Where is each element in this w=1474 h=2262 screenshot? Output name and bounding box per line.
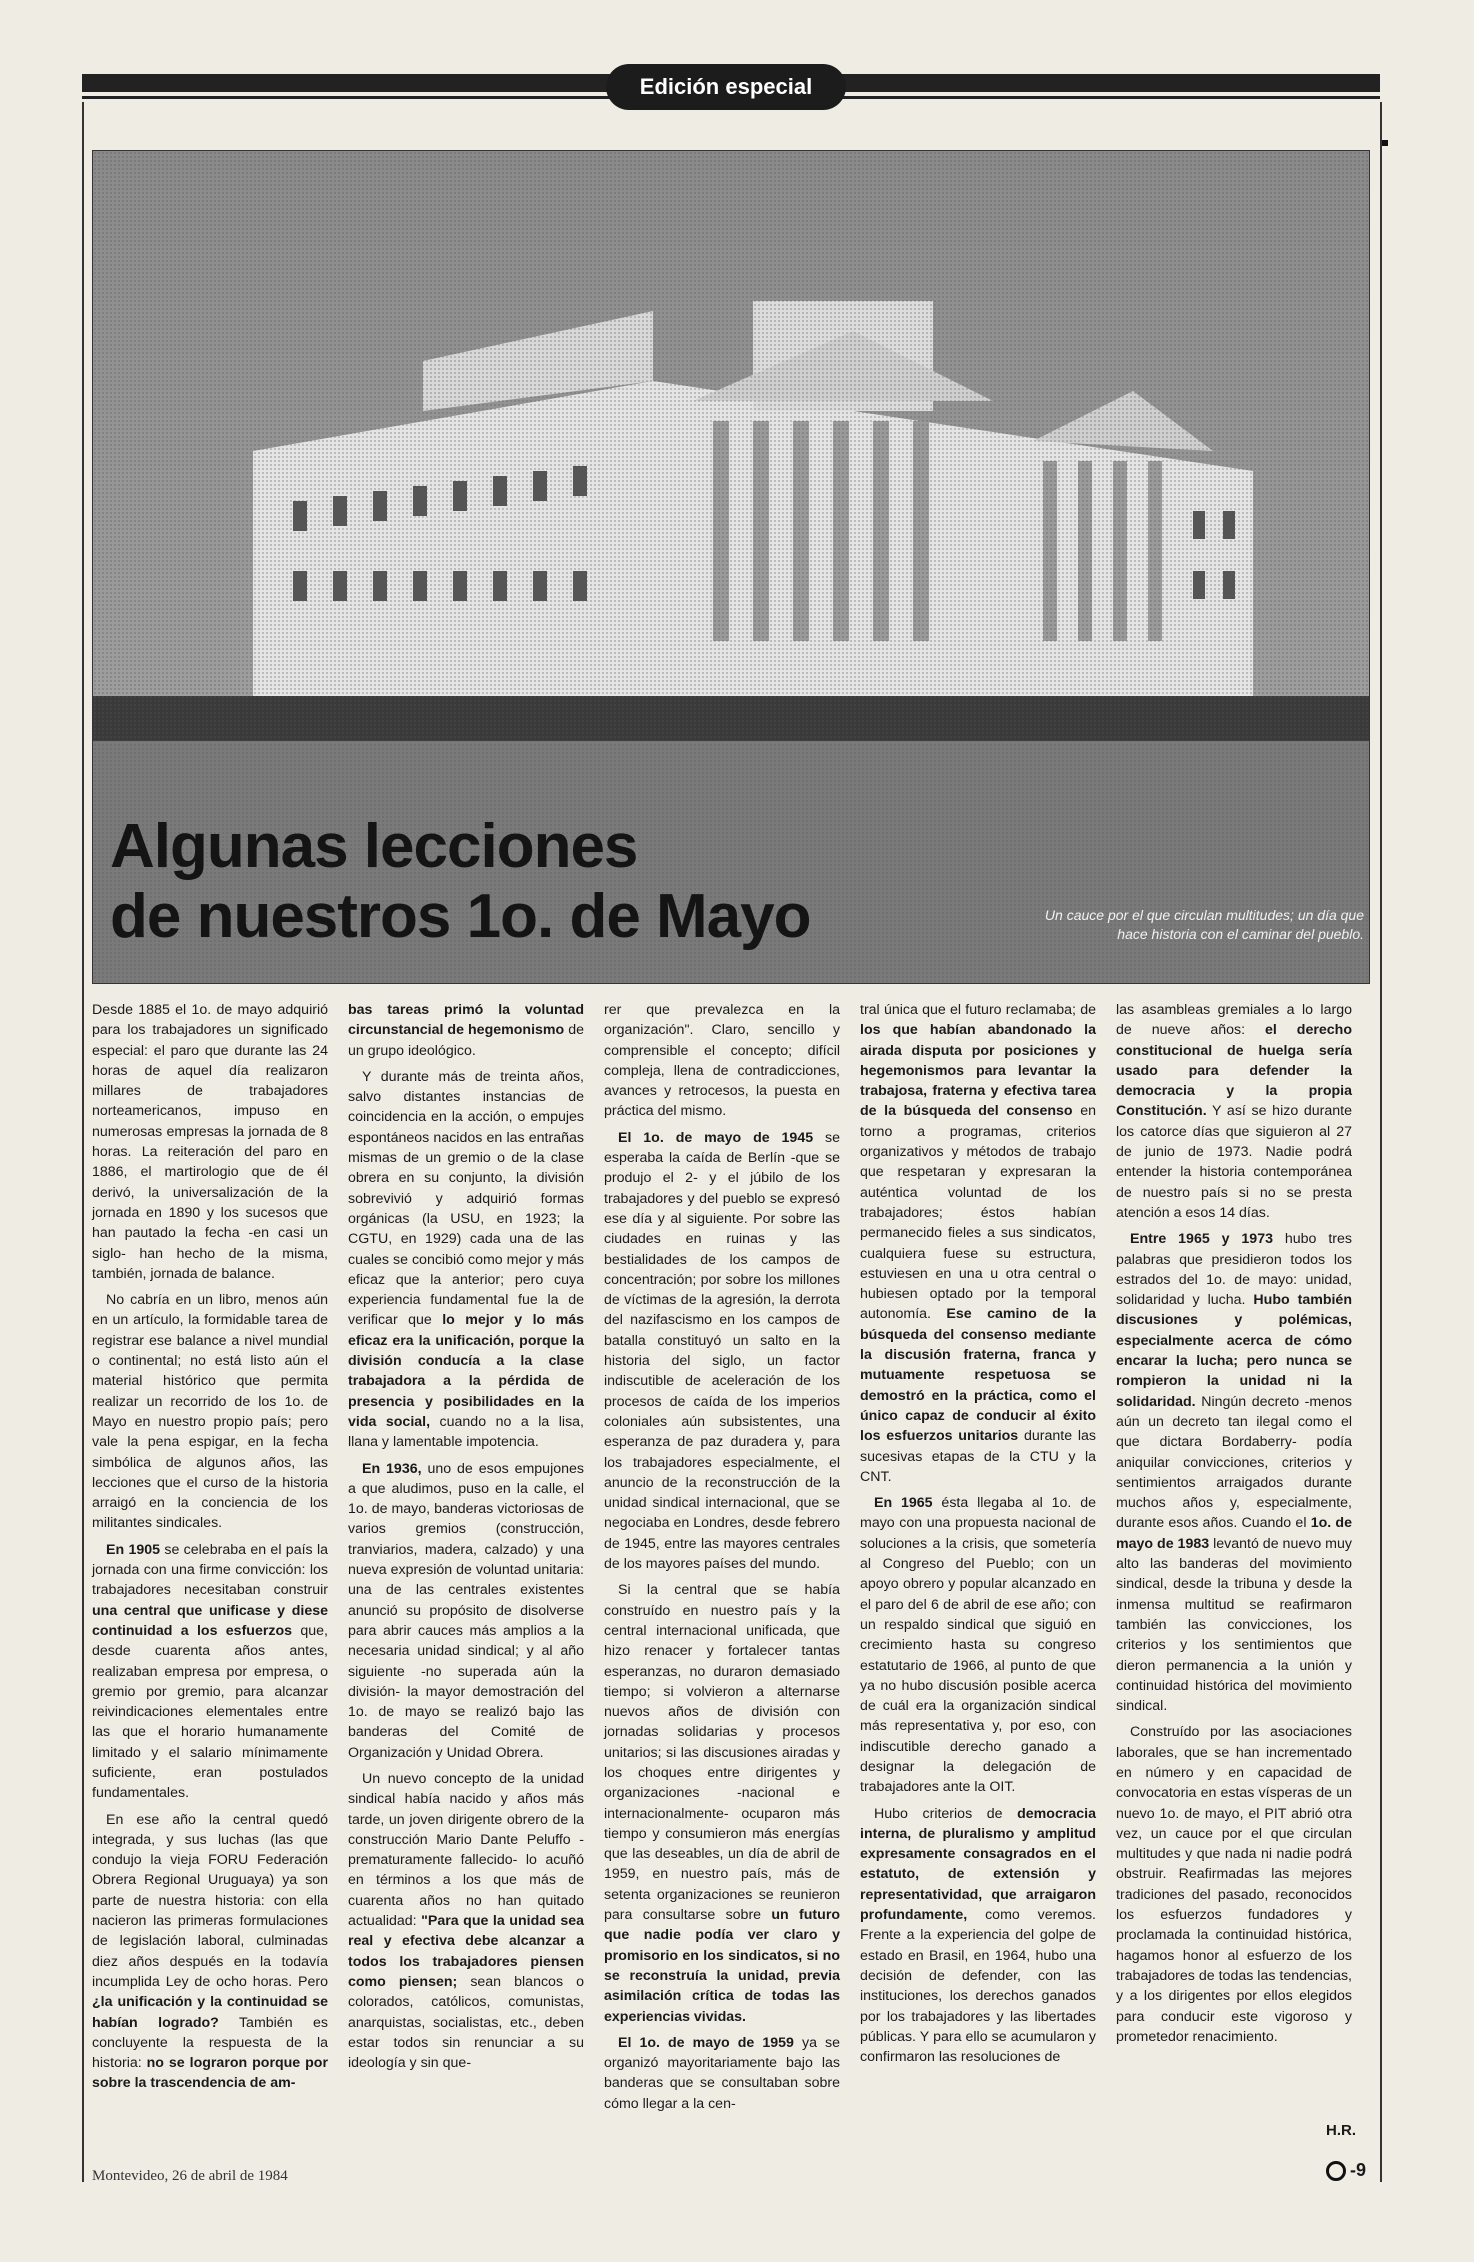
article-column-1: [92, 1000, 328, 2100]
paragraph: El 1o. de mayo de 1945 se esperaba la caída de Berlín -que se produjo el 2- y el júbilo de los trabajadores y del pueblo se expresó ese día y al siguiente. Por sobre las ciudades en ruinas y las bestialidades de los campos de concentración; por sobre los millones de víctimas de la agresión, la derrota del nazifascismo en los campos de batalla constituyó un salto en la historia del siglo, un factor indiscutible de aceleración de los procesos de caída de los imperios coloniales aún subsistentes, una esperanza de paz duradera y, para los trabajadores especialmente, el anuncio de la reconstrucción de la unidad sindical internacional, que se negociaba en Londres, desde febrero de 1945, entre las mayores centrales de los mayores países del mundo.: [604, 1129, 840, 1573]
paragraph: Si la central que se había construído en nuestro país y la central internacional unificada, que hizo renacer y fortalecer tantas esperanzas, no duraron demasiado tiempo; si volvieron a alternarse nuevos años de división con jornadas solidarias y procesos unitarios; si las discusiones airadas y los choques entre dirigentes y organizaciones -nacional e internacionalmente- ocuparon más tiempo y consumieron más energías que las deseables, un día de abril de 1959, en nuestro país, más de setenta organizaciones se reunieron para consultarse sobre un futuro que nadie podía ver claro y promisorio en los sindicatos, si no se reconstruía la unidad, previa asimilación crítica de todas las experiencias vividas.: [604, 1582, 841, 2025]
paragraph: Entre 1965 y 1973 hubo tres palabras que presidieron todos los estrados del 1o. de mayo: unidad, solidaridad y lucha. Hubo también discusiones y polémicas, especialmente acerca de cómo encarar la lucha; pero nunca se rompieron la unidad ni la solidaridad. Ningún decreto -menos aún un decreto tan ilegal como el que dictara Bordaberry- podía aniquilar convicciones, criterios y sentimientos arraigados durante muchos años y, especialmente, durante esos años. Cuando el 1o. de mayo de 1983 levantó de nuevo muy alto las banderas del movimiento sindical, desde la tribuna y desde la inmensa multitud se reafirmaron también las convicciones, los criterios y los sentimientos que dieron permanencia a la unión y continuidad histórica del movimiento sindical.: [1116, 1231, 1352, 1715]
paragraph: En 1965 ésta llegaba al 1o. de mayo con una propuesta nacional de soluciones a la crisis, que sometería al Congreso del Pueblo; con un apoyo obrero y popular alcanzado en el paro del 6 de abril de ese año; con un respaldo sindical que siguió en crecimiento hasta su congreso estatutario de 1966, al punto de que ya no hubo discusión posible acerca de cuál era la organización sindical más representativa y, por eso, con indiscutible derecho ganado a designar la delegación de trabajadores ante la OIT.: [860, 1495, 1096, 1796]
author-signature: H.R.: [1326, 2122, 1356, 2139]
headline-line-1: Algunas lecciones: [110, 812, 638, 881]
paragraph: rer que prevalezca en la organización". Claro, sencillo y comprensible el concepto; difícil compleja, llena de contradicciones, avances y retrocesos, la puesta en práctica del mismo.: [604, 1002, 840, 1120]
headline-line-2: de nuestros 1o. de Mayo: [110, 882, 811, 951]
paragraph: Desde 1885 el 1o. de mayo adquirió para los trabajadores un significado especial: el paro que durante las 24 horas de aquel día realizaron millares de trabajadores norteamericanos, impuso en numerosas empresas la jornada de 8 horas. La reiteración del paro en 1886, el martirologio que de él derivó, la universalización de la jornada en 1890 y los sucesos que han pautado la fecha -en casi un siglo- han hecho de la misma, también, jornada de balance.: [92, 1002, 328, 1282]
headline: [110, 812, 811, 952]
article-column-3: [604, 1000, 840, 2120]
page-number-text: -9: [1350, 2160, 1367, 2180]
paragraph: Construído por las asociaciones laborales, que se han incrementado en número y en capacidad de convocatoria en estas vísperas de un nuevo 1o. de mayo, el PIT abrió otra vez, un cauce por el que circulan multitudes y que nada ni nadie podrá obstruir. Reafirmadas las mejores tradiciones del pasado, reconocidos los esfuerzos fundadores y proclamada la continuidad histórica, hagamos honor al esfuerzo de los trabajadores de todas las tendencias, y a los dirigentes por ellos elegidos para conducir este vigoroso y prometedor renacimiento.: [1116, 1724, 1352, 2045]
article-body: [92, 1000, 1372, 2112]
paragraph: En 1905 se celebraba en el país la jornada con una firme convicción: los trabajadores necesitaban construir una central que unificase y diese continuidad a los esfuerzos que, desde cuarenta años antes, realizaban empresa por empresa, o gremio por gremio, para alcanzar reivindicaciones elementales entre las que el horario humanamente limitado y el salario mínimamente suficiente, eran postulados fundamentales.: [92, 1541, 328, 1802]
paragraph: Y durante más de treinta años, salvo distantes instancias de coincidencia en la acción, o empujes espontáneos nacidos en las entrañas mismas de un gremio o de la clase obrera en su conjunto, la división sobrevivió y adquirió formas orgánicas (la USU, en 1923; la CGTU, en 1929) cada una de las cuales se concibió como mejor y más eficaz que la anterior; pero cuya experiencia fundamental fue la de verificar que lo mejor y lo más eficaz era la unificación, porque la división conducía a la clase trabajadora a la pérdida de presencia y posibilidades en la vida social, cuando no a la lisa, llana y lamentable impotencia.: [348, 1068, 585, 1451]
paragraph: No cabría en un libro, menos aún en un artículo, la formidable tarea de registrar ese balance a nivel mundial o continental; no está listo aún el material histórico que permita realizar un recorrido de los 1o. de Mayo en nuestro propio país; pero vale la pena espigar, en la fecha simbólica de algunos años, las lecciones que el curso de la historia arraigó en la conciencia de los militantes sindicales.: [92, 1292, 328, 1532]
article-column-5: [1116, 1000, 1352, 2053]
photo-caption: Un cauce por el que circulan multitudes; un día que hace historia con el caminar del pueblo.: [1044, 907, 1364, 942]
paragraph: bas tareas primó la voluntad circunstancial de hegemonismo de un grupo ideológico.: [348, 1002, 584, 1059]
paragraph: Hubo criterios de democracia interna, de pluralismo y amplitud expresamente consagrados en el estatuto, de extensión y representatividad, que arraigaron profundamente, como veremos. Frente a la experiencia del golpe de estado en Brasil, en 1964, hubo una decisión de defender, con las instituciones, los derechos ganados por los trabajadores y las libertades públicas. Y para ello se acumularon y confirmaron las resoluciones de: [860, 1805, 1096, 2066]
article-column-2: [348, 1000, 584, 2079]
page-number: [1326, 2160, 1366, 2181]
paragraph: las asambleas gremiales a lo largo de nueve años: el derecho constitucional de huelga sería usado para defender la democracia y la propia Constitución. Y así se hizo durante los catorce días que siguieron al 27 de junio de 1973. Nadie podrá entender la historia contemporánea de nuestro país si no se presta atención a esos 14 días.: [1116, 1002, 1352, 1221]
publication-logo-icon: [1326, 2161, 1346, 2181]
margin-dot: [1382, 140, 1388, 146]
paragraph: tral única que el futuro reclamaba; de los que habían abandonado la airada disputa por posiciones y hegemonismos para levantar la trabajosa, fraterna y efectiva tarea de la búsqueda del consenso en torno a programas, criterios organizativos y métodos de trabajo que respetaran y expresaran la auténtica voluntad de los trabajadores; éstos habían permanecido fieles a sus sindicatos, cualquiera fuese su estructura, estuviesen en una u otra central o hubiesen optado por la temporal autonomía. Ese camino de la búsqueda del consenso mediante la discusión fraterna, franca y mutuamente respetuosa se demostró en la práctica, como el único capaz de conducir al éxito los esfuerzos unitarios durante las sucesivas etapas de la CTU y la CNT.: [860, 1002, 1097, 1485]
paragraph: Un nuevo concepto de la unidad sindical había nacido y años más tarde, un joven dirigente obrero de la construcción Mario Dante Peluffo -prematuramente fallecido- lo acuñó en términos a los que más de cuarenta años no han quitado actualidad: "Para que la unidad sea real y efectiva debe alcanzar a todos los trabajadores piensen como piensen; sean blancos o colorados, católicos, comunistas, anarquistas, socialistas, etc., deben estar todos sin renunciar a su ideología y sin que-: [348, 1770, 584, 2072]
paragraph: El 1o. de mayo de 1959 ya se organizó mayoritariamente bajo las banderas que se consultaban sobre cómo llegar a la cen-: [604, 2034, 840, 2112]
footer-date: Montevideo, 26 de abril de 1984: [92, 2168, 288, 2184]
paragraph: En 1936, uno de esos empujones a que aludimos, puso en la calle, el 1o. de mayo, banderas victoriosas de varios gremios (construcción, tranviarios, madera, calzado) y una nueva expresión de voluntad unitaria: una de las centrales existentes anunció su propósito de disolverse para abrir cauces más amplios a la necesaria unidad sindical; y al año siguiente -no superada aún la división- la mayor demostración del 1o. de mayo se realizó bajo las banderas del Comité de Organización y Unidad Obrera.: [348, 1460, 584, 1761]
section-tab: Edición especial: [606, 64, 846, 110]
paragraph: En ese año la central quedó integrada, y sus luchas (las que condujo la vieja FORU Federación Obrera Regional Uruguaya) ya son parte de nuestra historia: con ella nacieron las primeras formulaciones de legislación laboral, culminadas diez años después en la todavía incumplida Ley de ocho horas. Pero ¿la unificación y la continuidad se habían logrado? También es concluyente la respuesta de la historia: no se lograron porque por sobre la trascendencia de am-: [92, 1811, 328, 2092]
article-column-4: [860, 1000, 1096, 2073]
